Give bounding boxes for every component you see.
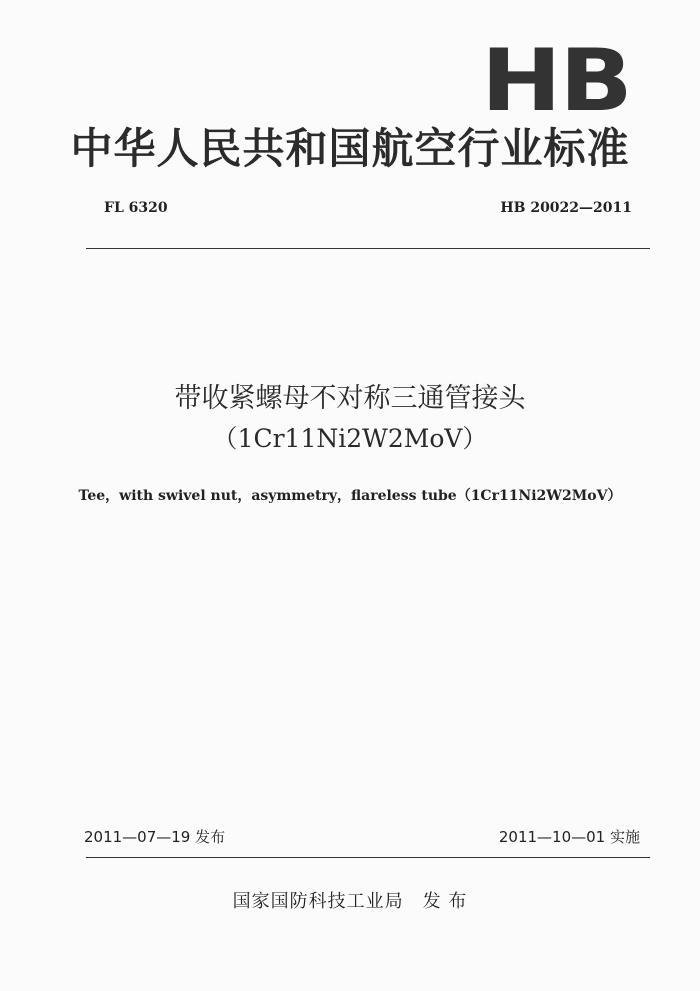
standard-number: HB 20022—2011 bbox=[500, 200, 632, 216]
classification-code: FL 6320 bbox=[104, 200, 168, 216]
implementation-date: 2011—10—01 实施 bbox=[498, 828, 640, 846]
footer-divider bbox=[86, 857, 650, 858]
hb-logo: HB bbox=[481, 31, 631, 131]
publisher: 国家国防科技工业局 发 布 bbox=[232, 891, 468, 912]
standard-category-title: 中华人民共和国航空行业标准 bbox=[70, 124, 630, 173]
document-title-cn: 带收紧螺母不对称三通管接头 bbox=[174, 383, 526, 414]
document-title-en: Tee，with swivel nut，asymmetry，flareless tube（1Cr11Ni2W2MoV） bbox=[78, 488, 622, 504]
header-divider bbox=[86, 248, 650, 249]
issue-date: 2011—07—19 发布 bbox=[84, 828, 226, 846]
document-title-material: （1Cr11Ni2W2MoV） bbox=[212, 424, 488, 453]
